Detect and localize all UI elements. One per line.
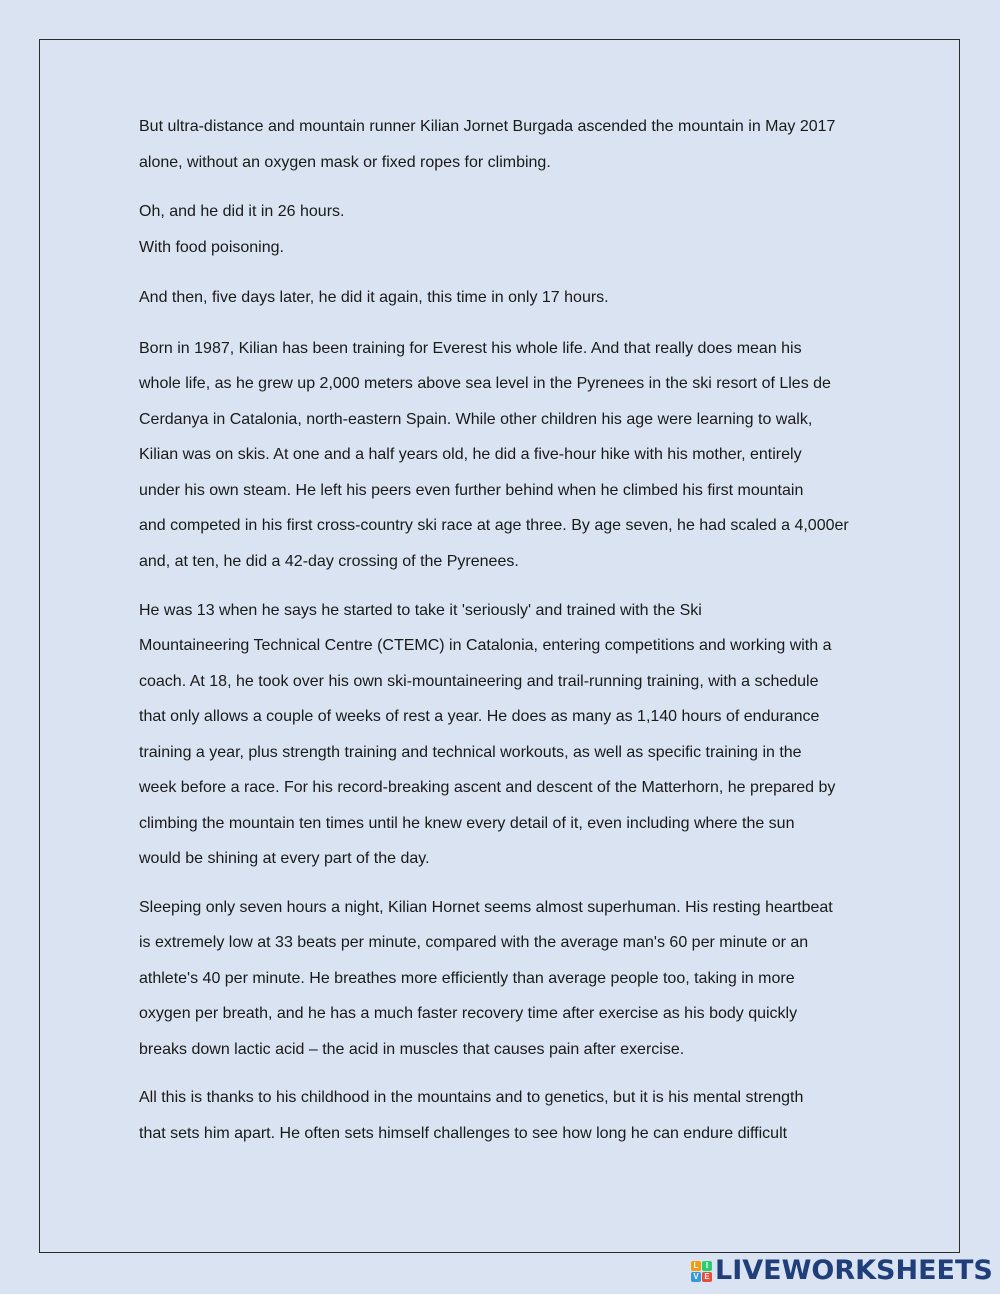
text-line: that sets him apart. He often sets himself challenges to see how long he can endure difficult: [139, 1125, 788, 1142]
text-line: Kilian was on skis. At one and a half years old, he did a five-hour hike with his mother, entirely: [139, 446, 802, 463]
text-line: Sleeping only seven hours a night, Kilian Hornet seems almost superhuman. His resting heartbeat: [139, 899, 833, 916]
text-line: All this is thanks to his childhood in the mountains and to genetics, but it is his mental strength: [139, 1089, 804, 1106]
text-line: and, at ten, he did a 42-day crossing of the Pyrenees.: [139, 553, 519, 570]
text-line: coach. At 18, he took over his own ski-mountaineering and trail-running training, with a schedule: [139, 673, 819, 690]
text-line: breaks down lactic acid – the acid in muscles that causes pain after exercise.: [139, 1041, 685, 1058]
text-line: alone, without an oxygen mask or fixed ropes for climbing.: [139, 154, 551, 171]
text-line: week before a race. For his record-breaking ascent and descent of the Matterhorn, he prepared by: [139, 779, 836, 796]
text-line: Born in 1987, Kilian has been training for Everest his whole life. And that really does mean his: [139, 340, 802, 357]
text-line: And then, five days later, he did it again, this time in only 17 hours.: [139, 289, 609, 306]
logo-letter: E: [702, 1272, 712, 1282]
logo-text: LIVEWORKSHEETS: [715, 1255, 993, 1286]
text-line: Cerdanya in Catalonia, north-eastern Spain. While other children his age were learning to walk,: [139, 411, 813, 428]
text-line: With food poisoning.: [139, 239, 284, 256]
text-line: and competed in his first cross-country ski race at age three. By age seven, he had scaled a 4,000er: [139, 517, 849, 534]
text-line: training a year, plus strength training and technical workouts, as well as specific training in the: [139, 744, 802, 761]
text-line: climbing the mountain ten times until he knew every detail of it, even including where the sun: [139, 815, 795, 832]
text-line: But ultra-distance and mountain runner Kilian Jornet Burgada ascended the mountain in May 2017: [139, 118, 836, 135]
text-line: is extremely low at 33 beats per minute, compared with the average man's 60 per minute or an: [139, 934, 809, 951]
text-line: Oh, and he did it in 26 hours.: [139, 203, 345, 220]
logo-letter: V: [691, 1272, 701, 1282]
liveworksheets-logo[interactable]: [691, 1256, 993, 1286]
logo-grid-icon: [691, 1261, 712, 1282]
logo-letter: I: [702, 1261, 712, 1271]
text-line: under his own steam. He left his peers even further behind when he climbed his first mountain: [139, 482, 804, 499]
text-line: He was 13 when he says he started to take it 'seriously' and trained with the Ski: [139, 602, 702, 619]
text-line: athlete's 40 per minute. He breathes more efficiently than average people too, taking in more: [139, 970, 795, 987]
text-line: would be shining at every part of the day.: [139, 850, 430, 867]
text-line: whole life, as he grew up 2,000 meters above sea level in the Pyrenees in the ski resort of Lles de: [139, 375, 831, 392]
text-line: that only allows a couple of weeks of rest a year. He does as many as 1,140 hours of endurance: [139, 708, 820, 725]
text-line: oxygen per breath, and he has a much faster recovery time after exercise as his body quickly: [139, 1005, 798, 1022]
logo-letter: L: [691, 1261, 701, 1271]
text-line: Mountaineering Technical Centre (CTEMC) in Catalonia, entering competitions and working with a: [139, 637, 832, 654]
